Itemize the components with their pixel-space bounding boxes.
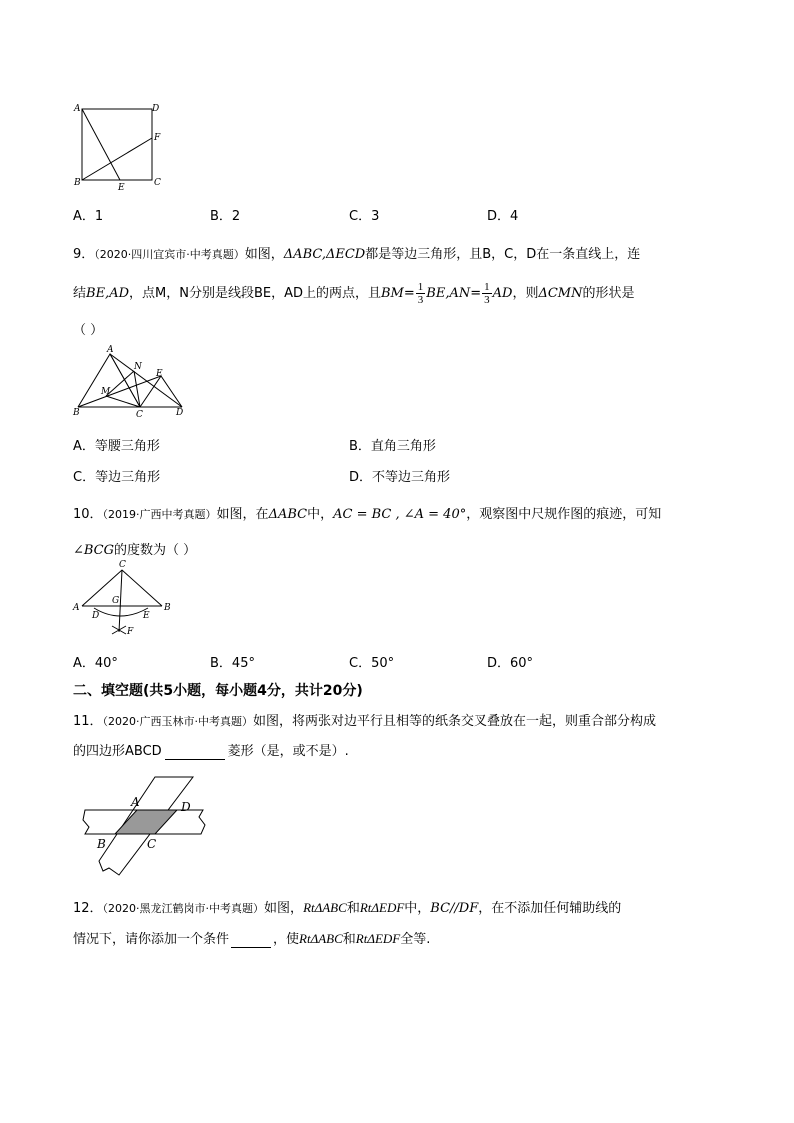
- q8-label-b: B: [74, 178, 81, 188]
- q12-rt1: RtΔABC: [303, 900, 347, 915]
- q10-text2: 的度数为（ ）: [114, 543, 197, 558]
- q10-number: 10．: [73, 507, 103, 522]
- q9-line2-end: 的形状是: [582, 286, 635, 301]
- q9-label-n: N: [134, 362, 142, 372]
- q9-number: 9．: [73, 247, 95, 262]
- triangle-abc: [78, 354, 140, 407]
- q9-label-d: D: [176, 408, 184, 418]
- q11-answer-blank[interactable]: [165, 744, 225, 760]
- q9-source: （2020·四川宜宾市·中考真题）: [94, 248, 245, 261]
- q9-fraction-1: [416, 281, 426, 306]
- q10-label-e: E: [143, 611, 150, 621]
- q9-line2: [73, 281, 635, 306]
- q9-frac2-num: 1: [484, 281, 490, 293]
- segment-ae: [82, 109, 120, 180]
- q9-line2-mid: ，点M，N分别是线段BE，AD上的两点，且: [129, 286, 381, 301]
- q12-number: 12．: [73, 901, 103, 916]
- q12-mid: 中，: [404, 901, 431, 916]
- q11-text2-pre: 的四边形ABCD: [73, 744, 162, 759]
- q9-option-a: A．等腰三角形: [73, 439, 160, 454]
- q12-intro: 如图，: [264, 901, 304, 916]
- q9-option-c: C．等边三角形: [73, 470, 161, 485]
- q9-bm: BM: [381, 286, 404, 301]
- q9-text1: 都是等边三角形，且B，C，D在一条直线上，连: [365, 247, 641, 262]
- q11-label-b: B: [97, 837, 106, 851]
- q10-label-a: A: [73, 603, 80, 613]
- q10-option-c: C．50°: [349, 656, 395, 671]
- q8-label-e: E: [118, 183, 125, 193]
- q12-rt2: RtΔEDF: [359, 900, 405, 915]
- q8-option-b: B．2: [210, 209, 241, 224]
- q8-label-d: D: [152, 104, 160, 114]
- section2-heading: 二、填空题(共5小题，每小题4分，共计20分): [73, 683, 363, 699]
- q9-option-d: D．不等边三角形: [349, 470, 451, 485]
- q9-label-e: E: [156, 369, 163, 379]
- q10-abc: ΔABC: [268, 507, 308, 522]
- q9-frac1-den: 3: [417, 294, 424, 306]
- q12-and2: 和: [342, 932, 356, 947]
- q10-intro: 如图，在: [216, 507, 269, 522]
- q11-source: （2020·广西玉林市·中考真题）: [102, 715, 254, 728]
- q12-source: （2020·黑龙江鹤岗市·中考真题）: [102, 902, 265, 915]
- q12-and: 和: [346, 901, 360, 916]
- q8-label-a: A: [74, 104, 81, 114]
- q8-label-f: F: [154, 133, 161, 143]
- q10-label-b: B: [164, 603, 171, 613]
- q9-line1: [73, 243, 640, 262]
- q10-option-b: B．45°: [210, 656, 255, 671]
- q12-condition: BC//DF: [430, 901, 479, 916]
- q11-text1: 如图，将两张对边平行且相等的纸条交叉叠放在一起，则重合部分构成: [253, 714, 657, 729]
- q9-segments: BE,AD: [86, 286, 130, 301]
- q10-condition: AC = BC , ∠A = 40°: [333, 507, 467, 522]
- q9-label-b: B: [73, 408, 80, 418]
- q12-answer-blank[interactable]: [231, 932, 271, 948]
- q9-label-a: A: [107, 345, 114, 355]
- q10-line1: [73, 503, 661, 522]
- segment-ad: [110, 354, 182, 407]
- q9-frac2-den: 3: [484, 294, 490, 306]
- q11-label-a: A: [131, 795, 140, 809]
- bisector-cf: [119, 570, 122, 632]
- q11-label-c: C: [147, 837, 157, 851]
- q10-line2: [73, 539, 196, 558]
- q12-line2-pre: 情况下，请你添加一个条件: [73, 932, 230, 947]
- q9-line2-post: ，则: [512, 286, 539, 301]
- q10-label-f: F: [127, 627, 134, 637]
- q9-intro: 如图，: [244, 247, 284, 262]
- q10-label-d: D: [92, 611, 100, 621]
- q9-triangles: ΔABC,ΔECD: [283, 247, 366, 262]
- q9-label-c: C: [136, 410, 143, 420]
- q9-cmn: ΔCMN: [538, 286, 583, 301]
- q9-eq2: =: [470, 286, 482, 301]
- q12-text1: ，在不添加任何辅助线的: [478, 901, 622, 916]
- q12-line1: [73, 897, 621, 916]
- q12-line2-mid: ，使: [273, 932, 300, 947]
- q11-label-d: D: [181, 800, 191, 814]
- q10-option-a: A．40°: [73, 656, 118, 671]
- q12-rt3: RtΔABC: [299, 931, 343, 946]
- q10-mid: 中，: [307, 507, 334, 522]
- construction-arc: [94, 608, 148, 616]
- q12-line2: [73, 928, 430, 948]
- q8-square-figure: [70, 100, 170, 195]
- q9-label-m: M: [101, 387, 111, 397]
- q8-option-d: D．4: [487, 209, 519, 224]
- q9-ad: AD: [492, 286, 513, 301]
- q10-construction-figure: [70, 560, 180, 640]
- q10-bcg: ∠BCG: [73, 543, 115, 558]
- q11-strips-figure: [75, 775, 215, 880]
- q12-line2-end: 全等.: [400, 932, 431, 947]
- q11-text2-post: 菱形（是，或不是）.: [227, 744, 349, 759]
- q10-text1: ，观察图中尺规作图的痕迹，可知: [466, 507, 662, 522]
- q11-line2: [73, 740, 349, 760]
- q10-option-d: D．60°: [487, 656, 534, 671]
- q11-line1: [73, 710, 656, 729]
- segment-be: [78, 376, 161, 407]
- q9-fraction-2: [482, 281, 492, 306]
- q10-label-g: G: [112, 596, 120, 606]
- q9-answer-paren: （ ）: [73, 323, 104, 338]
- q10-source: （2019·广西中考真题）: [102, 508, 217, 521]
- q9-line2-pre: 结: [73, 286, 87, 301]
- q9-eq1: =: [403, 286, 415, 301]
- q11-number: 11．: [73, 714, 103, 729]
- q9-be-an: BE,AN: [426, 286, 471, 301]
- q9-triangles-figure: [72, 345, 192, 420]
- q8-label-c: C: [154, 178, 161, 188]
- q8-option-c: C．3: [349, 209, 380, 224]
- q8-option-a: A．1: [73, 209, 104, 224]
- q12-rt4: RtΔEDF: [355, 931, 401, 946]
- q9-frac1-num: 1: [417, 281, 424, 293]
- q10-label-c: C: [119, 560, 126, 570]
- q9-option-b: B．直角三角形: [349, 439, 436, 454]
